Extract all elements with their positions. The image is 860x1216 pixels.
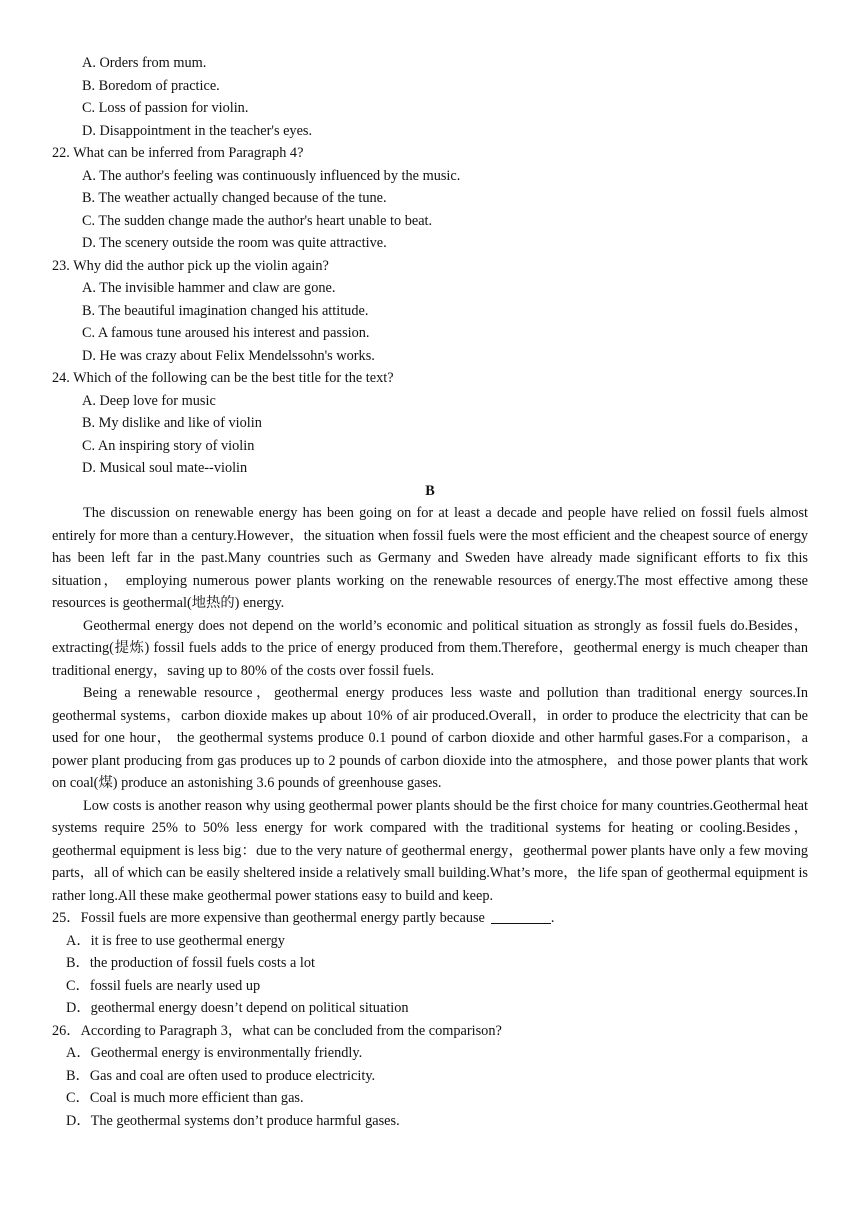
option-d: D. The scenery outside the room was quite attractive. <box>82 235 387 251</box>
option-c: C. The sudden change made the author's heart unable to beat. <box>82 212 433 229</box>
previous-question-options <box>0 52 860 142</box>
option-a: A. The invisible hammer and claw are gone. <box>82 280 336 296</box>
option-c: C. A famous tune aroused his interest and passion. <box>82 325 370 341</box>
passage <box>0 502 860 907</box>
passage-paragraph-3: Being a renewable resource，geothermal energy produces less waste and pollution than traditional energy sources.In geothermal systems，carbon dioxide makes up about 10% of air produced.Overall，in order to produce the electricity that can be used for one hour， the geothermal systems produce 0.1 pound of carbon dioxide and other harmful gases.For a comparison，a power plant producing from gas produces up to 2 pounds of carbon dioxide into the atmosphere，and those power plants that work on coal(煤) produce an astonishing 3.6 pounds of greenhouse gases. <box>52 685 808 791</box>
question-stem <box>0 907 860 930</box>
question-stem: 24. Which of the following can be the best title for the text? <box>52 370 394 386</box>
question-25 <box>0 907 860 1020</box>
option-c: C. An inspiring story of violin <box>82 437 255 454</box>
passage-paragraph-1: The discussion on renewable energy has been going on for at least a decade and people have relied on fossil fuels almost entirely for more than a century.However，the situation when fossil fuels were the most efficient and the cheapest source of energy has been left far in the past.Many countries such as Germany and Sweden have already made significant efforts to fix this situation， employing numerous power plants working on the renewable resources of energy.The most effective among these resources is geothermal(地热的) energy. <box>52 505 808 611</box>
question-23 <box>0 255 860 368</box>
question-26 <box>0 1020 860 1133</box>
option-a: A．it is free to use geothermal energy <box>66 932 285 949</box>
option-c: C. Loss of passion for violin. <box>82 100 249 116</box>
question-24 <box>0 367 860 480</box>
question-22 <box>0 142 860 255</box>
section-heading: B <box>425 482 435 499</box>
option-a: A．Geothermal energy is environmentally friendly. <box>66 1045 363 1061</box>
option-d: D. Musical soul mate--violin <box>82 460 248 476</box>
option-a: A. Deep love for music <box>82 392 216 409</box>
option-c: C．Coal is much more efficient than gas. <box>66 1090 304 1106</box>
option-b: B. The beautiful imagination changed his attitude. <box>82 302 369 319</box>
option-b: B. My dislike and like of violin <box>82 415 262 431</box>
option-d: D．The geothermal systems don’t produce harmful gases. <box>66 1112 400 1129</box>
option-b: B．the production of fossil fuels costs a lot <box>66 955 315 971</box>
option-a: A. The author's feeling was continuously influenced by the music. <box>82 167 461 184</box>
option-b: B. The weather actually changed because of the tune. <box>82 190 387 206</box>
option-b: B. Boredom of practice. <box>82 77 220 94</box>
option-c: C．fossil fuels are nearly used up <box>66 977 261 994</box>
option-d: D．geothermal energy doesn’t depend on political situation <box>66 1000 409 1016</box>
option-a: A. Orders from mum. <box>82 55 207 71</box>
passage-paragraph-4: Low costs is another reason why using geothermal power plants should be the first choice for many countries.Geothermal heat systems require 25% to 50% less energy for work compared with the traditional systems for heating or cooling.Besides，geothermal equipment is less big：due to the very nature of geothermal energy，geothermal power plants have only a few moving parts，all of which can be easily sheltered inside a relatively small building.What’s more，the life span of geothermal equipment is rather long.All these make geothermal power stations easy to build and keep. <box>52 797 808 904</box>
option-d: D. He was crazy about Felix Mendelssohn's works. <box>82 347 375 364</box>
passage-paragraph-2: Geothermal energy does not depend on the world’s economic and political situation as strongly as fossil fuels do.Besides，extracting(提炼) fossil fuels adds to the price of energy produced from them.Therefore，geothermal energy is much cheaper than traditional energy，saving up to 80% of the costs over fossil fuels. <box>52 617 808 679</box>
answer-blank <box>491 909 551 924</box>
question-stem: 23. Why did the author pick up the violin again? <box>52 257 329 274</box>
question-stem-end: . <box>550 910 555 926</box>
question-stem: 22. What can be inferred from Paragraph 4? <box>52 145 304 161</box>
question-stem: 26．According to Paragraph 3，what can be concluded from the comparison? <box>52 1022 502 1039</box>
option-d: D. Disappointment in the teacher's eyes. <box>82 122 313 139</box>
question-stem-text: 25．Fossil fuels are more expensive than geothermal energy partly because <box>52 910 485 926</box>
option-b: B．Gas and coal are often used to produce electricity. <box>66 1067 376 1084</box>
document-page <box>0 52 860 1132</box>
